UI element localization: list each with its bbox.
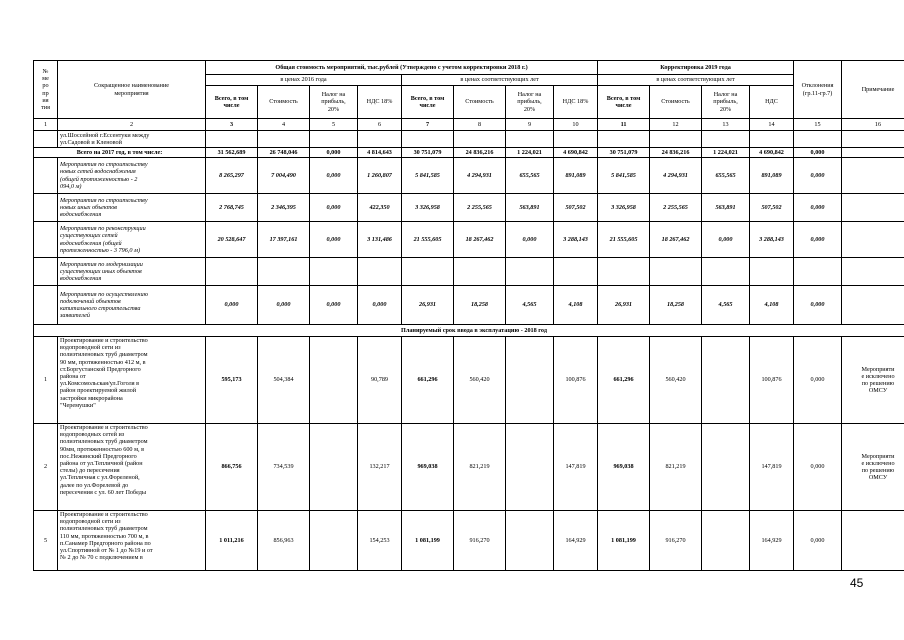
category-value [598,258,650,286]
category-value [842,158,904,194]
cell-line: 20% [523,105,536,113]
carryover-row [34,131,904,148]
category-value: 4,565 [702,286,750,325]
project-value: 916,270 [454,511,506,571]
cell-line: далее по ул.Форелевой до [60,481,129,489]
cell-line: Проектирование и строительство [60,337,148,344]
cell-line: Налог на [713,91,738,99]
category-value: 21 555,605 [598,222,650,258]
subcol-cost-header: Стоимость [650,86,702,119]
category-value: 3 326,958 [598,194,650,222]
category-value: 8 265,297 [206,158,258,194]
project-value: 821,219 [454,424,506,511]
project-value: 560,420 [650,337,702,424]
table-cell [34,222,58,258]
cell-line: ул.Шоссейной г.Ессентуки между [60,131,150,139]
table-cell [794,131,842,148]
subcol-total-header [598,86,650,119]
project-description [58,424,206,511]
category-value: 655,565 [506,158,554,194]
cell-line: прибыль, [321,98,346,106]
document-page [33,60,895,571]
total-value: 30 751,079 [402,148,454,158]
cell-line: Налог на [517,91,542,99]
total-value: 30 751,079 [598,148,650,158]
cell-line: тия [41,103,50,111]
cell-line: водоснабжения [60,211,102,219]
cell-line: Всего, в том [214,94,249,102]
category-value: 0,000 [794,158,842,194]
cell-line: числе [223,102,240,109]
cell-line: Мероприятия по модернизации [60,260,143,268]
category-value [402,258,454,286]
total-value: 0,000 [310,148,358,158]
project-value: 1 011,216 [206,511,258,571]
project-value [310,337,358,424]
col-number-header [34,61,58,119]
cell-line: Всего, в том [410,94,445,102]
cell-line: Проектирование и строительство [60,511,148,518]
table-cell [206,131,258,148]
header-row [34,61,904,75]
cell-line: новых иных объектов [60,203,117,211]
category-value: 3 131,486 [358,222,402,258]
cell-line: 20% [327,105,340,113]
cell-line: числе [615,102,632,109]
category-value: 1 260,807 [358,158,402,194]
category-value: 0,000 [794,286,842,325]
total-value: 31 562,689 [206,148,258,158]
cell-line: мероприятия [114,89,149,97]
cell-line: ме [42,75,49,83]
category-value: 18 267,462 [650,222,702,258]
cell-line: ро [42,82,49,90]
category-value: 4,108 [554,286,598,325]
total-value: 1 224,021 [702,148,750,158]
column-number: 11 [598,119,650,131]
cell-line: Мероприятия по реконструкции [60,225,146,233]
cell-line: водоснабжения [60,275,102,283]
cell-line: ст.Боргустанской Предгорного [60,365,141,373]
project-value: 1 081,199 [402,511,454,571]
project-value: 147,819 [750,424,794,511]
category-value: 2 255,565 [650,194,702,222]
column-number: 5 [310,119,358,131]
category-value: 26,931 [598,286,650,325]
project-value [310,511,358,571]
category-value: 18,258 [650,286,702,325]
project-value: 164,929 [750,511,794,571]
category-value: 3 288,143 [554,222,598,258]
project-value: 661,296 [598,337,650,424]
cell-line: е исключено [861,372,895,380]
category-label [58,286,206,325]
project-value: 856,963 [258,511,310,571]
project-value: 90,789 [358,337,402,424]
subcol-cost-header: Стоимость [258,86,310,119]
category-value [506,258,554,286]
category-value [842,194,904,222]
table-cell [34,131,58,148]
category-value: 2 255,565 [454,194,506,222]
category-value: 0,000 [310,222,358,258]
cell-line: Сокращенное наименование [93,82,170,90]
cell-line: существующих сетей [60,232,118,240]
project-note [842,511,904,571]
cell-line: протяженностью - 3 796,0 м) [60,246,141,254]
cell-line: числе [419,102,436,109]
prices-2016-header: в ценах 2016 года [206,75,402,86]
note-header: Примечание [842,61,904,119]
total-row-label: Всего на 2017 год, в том числе: [34,148,206,158]
column-number: 4 [258,119,310,131]
project-note [842,337,904,424]
prices-current-header: в ценах соответствующих лет [598,75,794,86]
page-number: 45 [850,576,864,590]
project-value: 969,038 [598,424,650,511]
table-cell [310,131,358,148]
total-value: 26 748,046 [258,148,310,158]
table-cell [34,194,58,222]
cell-line: 110 мм, протяженностью 700 м, в [60,532,149,540]
category-value [206,258,258,286]
cell-line: водопроводной сети из [60,518,121,526]
cell-line: пос.Нежинский Предгорного [60,452,137,460]
cell-line: п.Санамер Предгорного района по [60,539,151,547]
column-number: 12 [650,119,702,131]
cell-line: полиэтиленовых труб диаметром [60,351,148,359]
column-number: 7 [402,119,454,131]
cell-line: водопроводных сетей из [60,431,125,439]
cell-line: 90 мм, протяженностью 412 м, в [60,358,146,366]
project-value [702,424,750,511]
column-number: 13 [702,119,750,131]
cell-line: ОМСУ [868,387,888,395]
cell-line: Налог на [321,91,346,99]
category-value [454,258,506,286]
cell-line: № 2 до № 70 с подключением в [60,554,143,562]
project-value [310,424,358,511]
deviation-header [794,61,842,119]
category-value: 507,502 [750,194,794,222]
project-value: 504,384 [258,337,310,424]
column-number: 2 [58,119,206,131]
category-value: 891,089 [554,158,598,194]
category-value: 0,000 [206,286,258,325]
cell-line: № [42,67,49,75]
total-row [34,148,904,158]
category-value: 0,000 [506,222,554,258]
cell-line: (общей протяженностью - 2 [60,175,138,183]
project-value: 132,217 [358,424,402,511]
table-cell [842,131,904,148]
cell-line: пр [42,89,49,97]
cell-line: района от ул.Тепличной (район [60,460,143,468]
table-cell [554,131,598,148]
category-value [650,258,702,286]
cell-line: 20% [719,105,732,113]
subcol-vat-header: НДС [750,86,794,119]
subcol-total-header [402,86,454,119]
cell-line: по решению [861,467,895,474]
column-number: 9 [506,119,554,131]
table-cell [454,131,506,148]
category-value [842,222,904,258]
project-value: 100,876 [750,337,794,424]
project-value: 154,253 [358,511,402,571]
category-value [702,258,750,286]
category-value: 4,108 [750,286,794,325]
category-value: 21 555,605 [402,222,454,258]
project-row [34,337,904,424]
project-value [702,337,750,424]
subcol-vat-header: НДС 18% [554,86,598,119]
column-number: 6 [358,119,402,131]
category-value: 4 294,931 [454,158,506,194]
cell-line: стелы) до пересечения [60,467,120,475]
project-value: 866,756 [206,424,258,511]
category-value: 3 326,958 [402,194,454,222]
cell-line: Мероприятия по осуществлению [60,290,148,298]
cell-line: Всего, в том [606,94,641,102]
cell-line: пересечения с ул. 60 лет Победы [60,488,147,496]
column-number: 15 [794,119,842,131]
group-correction-header: Корректировка 2019 года [598,61,794,75]
category-value: 5 841,585 [402,158,454,194]
group-total-header: Общая стоимость мероприятий, тыс.рублей (Утверждено с учетом корректировки 2018 г.) [206,61,598,75]
total-value: 4 690,842 [554,148,598,158]
project-value: 595,173 [206,337,258,424]
total-value: 24 836,216 [454,148,506,158]
project-value: 0,000 [794,424,842,511]
cell-line: полиэтиленовых труб диаметром [60,525,148,533]
column-number: 16 [842,119,904,131]
category-value [310,258,358,286]
category-value [750,258,794,286]
table-cell [650,131,702,148]
subcol-tax-header [310,86,358,119]
category-value: 4 294,931 [650,158,702,194]
category-label [58,258,206,286]
cell-line: Мероприяти [861,452,895,460]
col-name-header [58,61,206,119]
section-title: Планируемый срок ввода в эксплуатацию - 2018 год [34,325,904,337]
total-value: 1 224,021 [506,148,554,158]
category-value: 891,089 [750,158,794,194]
category-label [58,158,206,194]
column-number-row [34,119,904,131]
table-cell [702,131,750,148]
cell-line: ул.Комсомольская/ул.Гоголя в [60,380,140,388]
project-value: 560,420 [454,337,506,424]
cell-line: застройки микрорайона [60,394,123,402]
cell-line: 90мм, протяженностью 600 м, в [60,445,145,453]
cell-line: Мероприятия по строительству [60,196,148,204]
total-value: 0,000 [794,148,842,158]
category-value [842,286,904,325]
cell-line: ОМСУ [868,474,888,482]
cell-line: "Черемушки" [60,401,96,409]
subcol-cost-header: Стоимость [454,86,506,119]
cell-line: прибыль, [713,98,738,106]
column-number: 8 [454,119,506,131]
total-value: 4 690,842 [750,148,794,158]
cell-line: Проектирование и строительство [60,424,148,431]
subcol-total-header [206,86,258,119]
section-row [34,325,904,337]
category-value: 0,000 [794,194,842,222]
project-value: 164,929 [554,511,598,571]
cell-line: прибыль, [517,98,542,106]
table-cell [402,131,454,148]
prices-current-header: в ценах соответствующих лет [402,75,598,86]
category-value: 655,565 [702,158,750,194]
cell-line: ул.Садовой и Кленовой [60,139,122,146]
category-row [34,222,904,258]
cell-line: полиэтиленовых труб диаметром [60,438,148,446]
project-row [34,424,904,511]
category-value: 563,891 [506,194,554,222]
cell-line: водоснабжения (общей [60,239,122,247]
column-number: 10 [554,119,598,131]
cell-line: существующих иных объектов [60,267,142,275]
cell-line: е исключено [861,459,895,467]
category-value: 3 288,143 [750,222,794,258]
category-value: 0,000 [358,286,402,325]
cell-line: водопроводной сети из [60,344,121,352]
project-value: 100,876 [554,337,598,424]
project-value [506,511,554,571]
category-value [554,258,598,286]
project-description [58,511,206,571]
table-cell [598,131,650,148]
project-value: 734,539 [258,424,310,511]
project-value: 661,296 [402,337,454,424]
cell-line: новых сетей водоснабжения [60,168,136,176]
category-value: 0,000 [310,158,358,194]
table-cell [34,258,58,286]
project-row [34,511,904,571]
category-value [258,258,310,286]
category-value: 422,350 [358,194,402,222]
cell-line: подключений объектов [60,297,121,305]
column-number: 1 [34,119,58,131]
category-value: 0,000 [258,286,310,325]
category-value [794,258,842,286]
project-value [702,511,750,571]
category-row [34,286,904,325]
category-value: 0,000 [794,222,842,258]
category-value: 20 528,647 [206,222,258,258]
cell-line: район проектируемой жилой [60,387,137,395]
project-number: 2 [34,424,58,511]
category-value: 2 768,745 [206,194,258,222]
column-number: 14 [750,119,794,131]
project-value: 821,219 [650,424,702,511]
subcol-tax-header [702,86,750,119]
table-cell [258,131,310,148]
carryover-text [58,131,206,148]
category-value: 26,931 [402,286,454,325]
project-value: 1 081,199 [598,511,650,571]
project-value: 0,000 [794,337,842,424]
cell-line: по решению [861,380,895,387]
category-value: 7 004,490 [258,158,310,194]
project-value: 147,819 [554,424,598,511]
cell-line: ул.Тепличная с ул.Фореленой, [60,474,140,482]
category-value: 0,000 [310,194,358,222]
category-value: 18,258 [454,286,506,325]
category-value: 2 346,395 [258,194,310,222]
subcol-vat-header: НДС 18% [358,86,402,119]
category-row [34,158,904,194]
category-value: 563,891 [702,194,750,222]
cell-line: 094,0 м) [60,182,82,190]
category-label [58,194,206,222]
cell-line: Мероприяти [861,365,895,373]
category-value: 0,000 [310,286,358,325]
project-value [506,424,554,511]
table-cell [358,131,402,148]
subcol-tax-header [506,86,554,119]
project-note [842,424,904,511]
cell-line: района от [60,373,86,381]
project-value: 916,270 [650,511,702,571]
category-value: 5 841,585 [598,158,650,194]
project-value [506,337,554,424]
category-value: 0,000 [702,222,750,258]
column-number: 3 [206,119,258,131]
table-cell [506,131,554,148]
cell-line: (гр.11-гр.7) [802,89,833,97]
project-value: 0,000 [794,511,842,571]
cell-line: ия [42,96,49,104]
category-value: 17 397,161 [258,222,310,258]
category-value: 4,565 [506,286,554,325]
project-value: 969,038 [402,424,454,511]
cost-table [33,60,904,571]
category-row [34,258,904,286]
category-value [358,258,402,286]
total-value [842,148,904,158]
category-value: 507,502 [554,194,598,222]
total-value: 24 836,216 [650,148,702,158]
cell-line: Отклонения [801,82,834,90]
cell-line: капитального строительства [60,305,141,312]
table-cell [34,286,58,325]
category-label [58,222,206,258]
category-value: 18 267,462 [454,222,506,258]
total-value: 4 814,643 [358,148,402,158]
table-cell [34,158,58,194]
cell-line: ул.Спортивной от № 1 до №19 и от [60,547,153,555]
project-number: 1 [34,337,58,424]
project-description [58,337,206,424]
project-number: 5 [34,511,58,571]
table-cell [750,131,794,148]
cell-line: заявителей [60,312,90,320]
cell-line: Мероприятия по строительству [60,161,148,169]
category-row [34,194,904,222]
category-value [842,258,904,286]
